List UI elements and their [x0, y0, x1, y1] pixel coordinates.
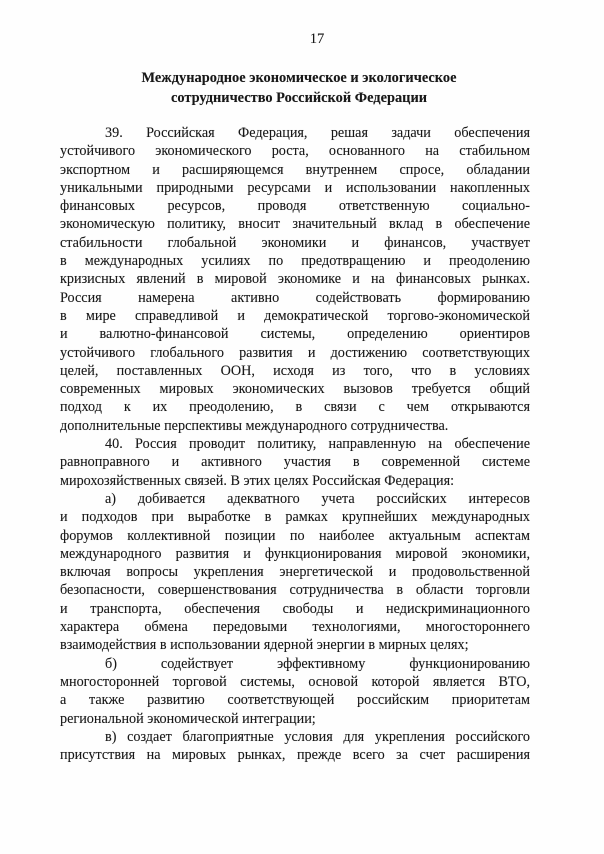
text-line: характера обмена передовыми технологиями, многостороннего	[60, 619, 530, 636]
text-line: экспортном и расширяющемся внутреннем спросе, обладании	[60, 161, 530, 178]
text-line: в мире справедливой и демократической торгово-экономической	[60, 307, 530, 324]
text-line: и подходов при выработке в рамках крупнейших международных	[60, 509, 530, 526]
text-line: международного развития и функционирования мировой экономики,	[60, 545, 530, 562]
text-line: в) создает благоприятные условия для укрепления российского	[105, 728, 530, 745]
text-line: равноправного и активного участия в современной системе	[60, 454, 530, 471]
text-line: а) добивается адекватного учета российских интересов	[105, 490, 530, 507]
subitem-v	[60, 728, 530, 765]
text-line: 40. Россия проводит политику, направленную на обеспечение	[105, 436, 530, 453]
heading-line: Международное экономическое и экологическое	[141, 70, 457, 86]
page-content	[60, 30, 530, 764]
text-line: стабильности глобальной экономики и финансов, участвует	[60, 234, 530, 251]
page-number: 17	[309, 31, 325, 47]
text-line: финансовых ресурсов, проводя ответственную социально-	[60, 198, 530, 215]
paragraph-39	[60, 124, 530, 435]
text-line: многосторонней торговой системы, основой которой является ВТО,	[60, 673, 530, 690]
text-line: и валютно-финансовой системы, определению ориентиров	[60, 326, 530, 343]
paragraph-40	[60, 435, 530, 490]
text-line: современных мировых экономических вызовов требуется общий	[60, 381, 530, 398]
heading-line: сотрудничество Российской Федерации	[170, 90, 428, 106]
text-line: дополнительные перспективы международного сотрудничества.	[60, 417, 449, 434]
text-line: устойчивого экономического роста, основанного на стабильном	[60, 143, 530, 160]
subitem-a	[60, 490, 530, 655]
text-line: безопасности, совершенствования сотрудничества в области торговли	[60, 582, 530, 599]
text-line: присутствия на мировых рынках, прежде всего за счет расширения	[60, 747, 530, 764]
text-line: б) содействует эффективному функционированию	[105, 655, 530, 672]
text-line: и транспорта, обеспечения свободы и недискриминационного	[60, 600, 530, 617]
text-line: в международных усилиях по предотвращению и преодолению	[60, 253, 530, 270]
text-line: экономическую политику, вносит значительный вклад в обеспечение	[60, 216, 530, 233]
text-line: устойчивого глобального развития и достижению соответствующих	[60, 344, 530, 361]
text-line: мирохозяйственных связей. В этих целях Российская Федерация:	[60, 472, 455, 489]
text-line: форумов коллективной позиции по наиболее актуальным аспектам	[60, 527, 530, 544]
text-line: взаимодействия в использовании ядерной энергии в мирных целях;	[60, 637, 469, 654]
text-line: подход к их преодолению, в связи с чем открываются	[60, 399, 530, 416]
text-line: а также развитию соответствующей российским приоритетам	[60, 692, 530, 709]
text-line: уникальными природными ресурсами и использовании накопленных	[60, 179, 530, 196]
text-line: 39. Российская Федерация, решая задачи обеспечения	[105, 125, 530, 141]
subitem-b	[60, 655, 530, 728]
text-line: Россия намерена активно содействовать формированию	[60, 289, 530, 306]
text-line: региональной экономической интеграции;	[60, 710, 316, 727]
section-heading	[64, 68, 534, 108]
document-body	[60, 124, 530, 764]
text-line: включая вопросы укрепления энергетической и продовольственной	[60, 564, 530, 581]
text-line: целей, поставленных ООН, исходя из того, что в условиях	[60, 362, 530, 379]
text-line: кризисных явлений в мировой экономике и на финансовых рынках.	[60, 271, 530, 288]
